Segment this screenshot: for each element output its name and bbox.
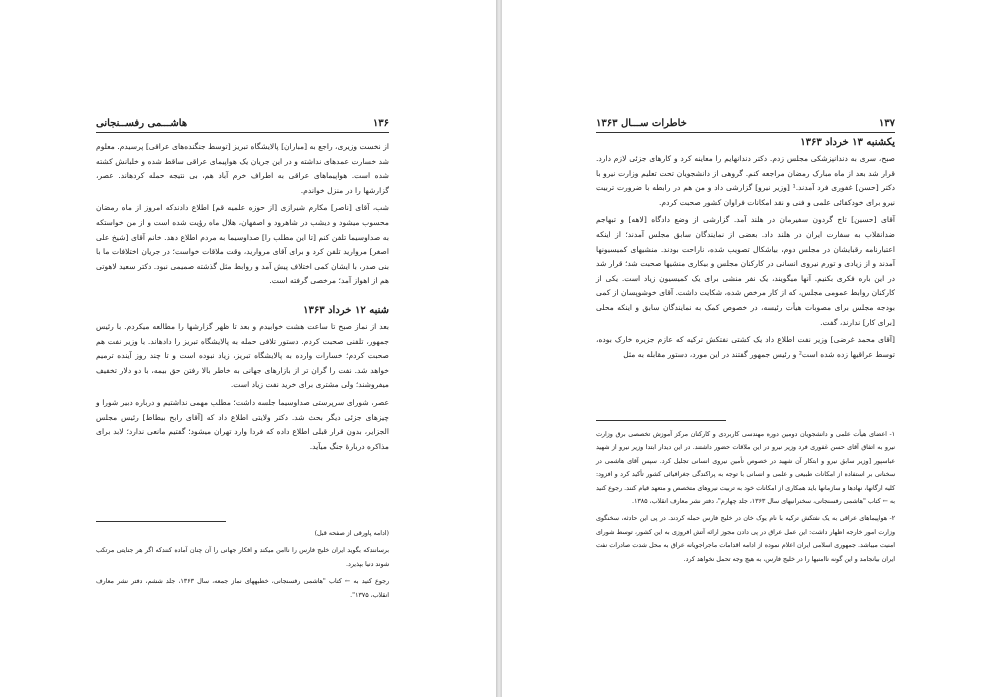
right-footnote-2: ۲- هواپیماهای عراقی به یک نفتکش ترکیه با نام یوک خان در خلیج فارس حمله کردند. در پی این حادثه، سخنگوی وزارت امور خارجه اظهار داشت: این عمل عراق در پی دادن مجوز ارائه آتش افروزی به این کشور، توسط شورای امنیت میباشد. جمهوری اسلامی ایران اعلام نموده از ادامه اقدامات ماجراجویانه عراق به محل شدت صادرات نفت ایران بیانجامد و این گونه ناامنیها را در خلیج فارس، به هیچ وجه تحمل نخواهد کرد. <box>596 515 895 563</box>
left-footnotes <box>96 527 389 606</box>
left-paragraph-4: عصر، شورای سرپرستی صداوسیما جلسه داشت؛ مطلب مهمی نداشتیم و درباره دبیر شورا و چیزهای جزئی دیگر بحث شد. دکتر ولایتی اطلاع داد که [آقای رابح بیطاط] رئیس مجلس الجزایر، بدون قرار قبلی اطلاع داده که فردا وارد تهران میشود؛ گفتیم مانعی ندارد؛ لابد برای مذاکره دربارهٔ جنگ میآید. <box>96 397 389 451</box>
right-footnotes <box>596 428 895 570</box>
left-paragraph-2: شب، آقای [ناصر] مکارم شیرازی [از حوزه علمیه قم] اطلاع دادندکه امروز از ماه رمضان محسوب میشود و دیشب در شاهرود و اصفهان، هلال ماه رؤیت شده است و از من خواستکه به صداوسیما تلفن کنم [تا این مطلب را] صداوسیما به مردم اطلاع دهد. خانم آقای [شیخ علی اصغر] مروارید تلفن کرد و برای آقای مروارید، وقت ملاقات خواست؛ در جریان اختلافات ما با بنی صدر، با ایشان کمی اختلاف پیش آمد و روابط مثل گذشته صمیمی نبود. دکتر سعید لاهوتی هم از اهواز آمد؛ مرخصی گرفته است. <box>96 203 389 286</box>
left-section-heading: شنبه ۱۲ خرداد ۱۳۶۳ <box>303 304 389 316</box>
left-running-title: هاشـــمی رفســنجانی <box>96 118 188 129</box>
left-footnote-3: رجوع کنید به ← کتاب "هاشمی رفسنجانی، خطبههای نماز جمعه، سال ۱۳۶۳، جلد ششم، دفتر نشر معارف انقلاب، ۱۳۷۵". <box>96 578 390 599</box>
left-running-head <box>96 118 389 133</box>
left-footnote-rule <box>96 521 226 522</box>
right-paragraph-3: [آقای محمد غرضی] وزیر نفت اطلاع داد یک کشتی نفتکش ترکیه که عازم جزیره خارک بوده، توسط عراقیها زده شده است² و رئیس جمهور گفتند در این مورد، دستور مقابله به مثل <box>596 335 895 359</box>
left-page <box>96 0 389 697</box>
right-footnote-1: ۱- اعضای هیأت علمی و دانشجویان دومین دوره مهندسی کاربردی و کارکنان مرکز آموزش تخصصی برق وزارت نیرو به اتفاق آقای حسن غفوری فرد وزیر نیرو در این ملاقات حضور داشتند. در این دیدار ابتدا وزیر نیرو از شهید عباسپور [وزیر سابق نیرو و ابتکار آن شهید در خصوص تأمین نیروی انسانی تجلیل کرد. سپس آقای هاشمی در سخنانی بر استفاده از امکانات طبیعی و علمی و انسانی با توجه به پراکندگی جغرافیائی کشور تأکید کرد و افزود: کلیه ارگانها، نهادها و سازمانها باید همکاری از امکانات خود به تربیت نیروهای متخصص و متعهد قیام کنند. رجوع کنید به ← کتاب "هاشمی رفسنجانی، سخنرانیهای سال ۱۳۶۳، جلد چهارم"، دفتر نشر معارف انقلاب، ۱۳۸۵. <box>596 431 895 506</box>
right-page-number: ۱۳۷ <box>878 118 895 129</box>
right-page-body <box>596 134 895 365</box>
right-running-title: خاطرات ســـال ۱۳۶۳ <box>596 118 687 129</box>
left-footnote-2: برسانندکه بگوید ایران خلیج فارس را ناامن میکند و افکار جهانی را آن چنان آماده کنندکه اگر هر جنایتی مرتکب شوند دنیا بپذیرد. <box>96 547 389 568</box>
right-section-heading: یکشنبه ۱۳ خرداد ۱۳۶۳ <box>800 137 895 148</box>
right-running-head <box>596 118 895 133</box>
right-paragraph-1: صبح، سری به دندانپزشکی مجلس زدم. دکتر دندانهایم را معاینه کرد و کارهای جزئی لازم دارد. قرار شد بعد از ماه مبارک رمضان مراجعه کنم. گروهی از دانشجویان تحت تعلیم وزارت نیرو با دکتر [حسن] غفوری فرد آمدند.¹ [وزیر نیرو] گزارشی داد و من هم در رابطه با ضرورت تربیت نیرو برای خودکفائی علمی و فنی و نقد امکانات فراوان کشور صحبت کردم. <box>596 154 895 207</box>
right-paragraph-2: آقای [حسین] تاج گردون سفیرمان در هلند آمد. گزارشی از وضع دادگاه [لاهه] و تبهاجم ضدانقلاب به سفارت ایران در هلند داد. بعضی از نمایندگان سابق مجلس آمدند؛ از اینکه اعتبارنامه رقبایشان در مجلس دوم، بیاشکال تصویب شده، ناراحت بودند. منشیهای کمیسیونها آمدند و از زیادی و تورم نیروی انسانی در کارکنان مجلس و بیکاری منشیها صحبت شد؛ قرار شد در این باره فکری بکنیم. آنها میگویند، یک نفر منشی برای یک کمیسیون زیاد است. یکی از کارکنان روابط عمومی مجلس، که از کار مرخص شده، شکایت داشت. آقای خوشوپسان از کمی بودجه مجلس برای مصوبات هیأت رئیسه، در خصوص کمک به نمایندگان سابق و اینکه محلی [برای کار] ندارند، گفت. <box>596 215 895 327</box>
right-footnote-rule <box>596 420 726 421</box>
left-paragraph-1: از نخست وزیری، راجع به [مباران] پالایشگاه تبریز [توسط جنگندەهای عراقی] پرسیدم. معلوم شد خسارت عمدهای نداشته و در این جریان یک هواپیمای عراقی ساقط شده و خلبانش کشته شده است. هواپیماهای عراقی به اطراف خرم آباد هم، بی نتیجه حمله کردهاند. عصر، گزارشها را در منزل خواندم. <box>96 142 389 195</box>
gutter-shadow-right <box>499 0 502 697</box>
left-footnote-1: (ادامه پاورقی از صفحه قبل) <box>314 530 389 537</box>
left-paragraph-3: بعد از نماز صبح تا ساعت هشت خوابیدم و بعد تا ظهر گزارشها را مطالعه میکردم. با رئیس جمهور، تلفنی صحبت کردم. دستور تلافی حمله به پالایشگاه تبریز را دادهاند. با وزیر نفت هم صحبت کردم؛ خسارات وارده به پالایشگاه تبریز، زیاد نبوده است و تا چند روز آینده ترمیم خواهد شد. نفت را گران تر از بازارهای جهانی به خاطر بالا رفتن حق بیمه، با دو دلار تخفیف میفروشند؛ ولی مشتری برای خرید نفت زیاد است. <box>96 321 389 390</box>
left-page-body <box>96 140 389 457</box>
right-page <box>596 0 895 697</box>
left-page-number: ۱۳۶ <box>372 118 389 129</box>
